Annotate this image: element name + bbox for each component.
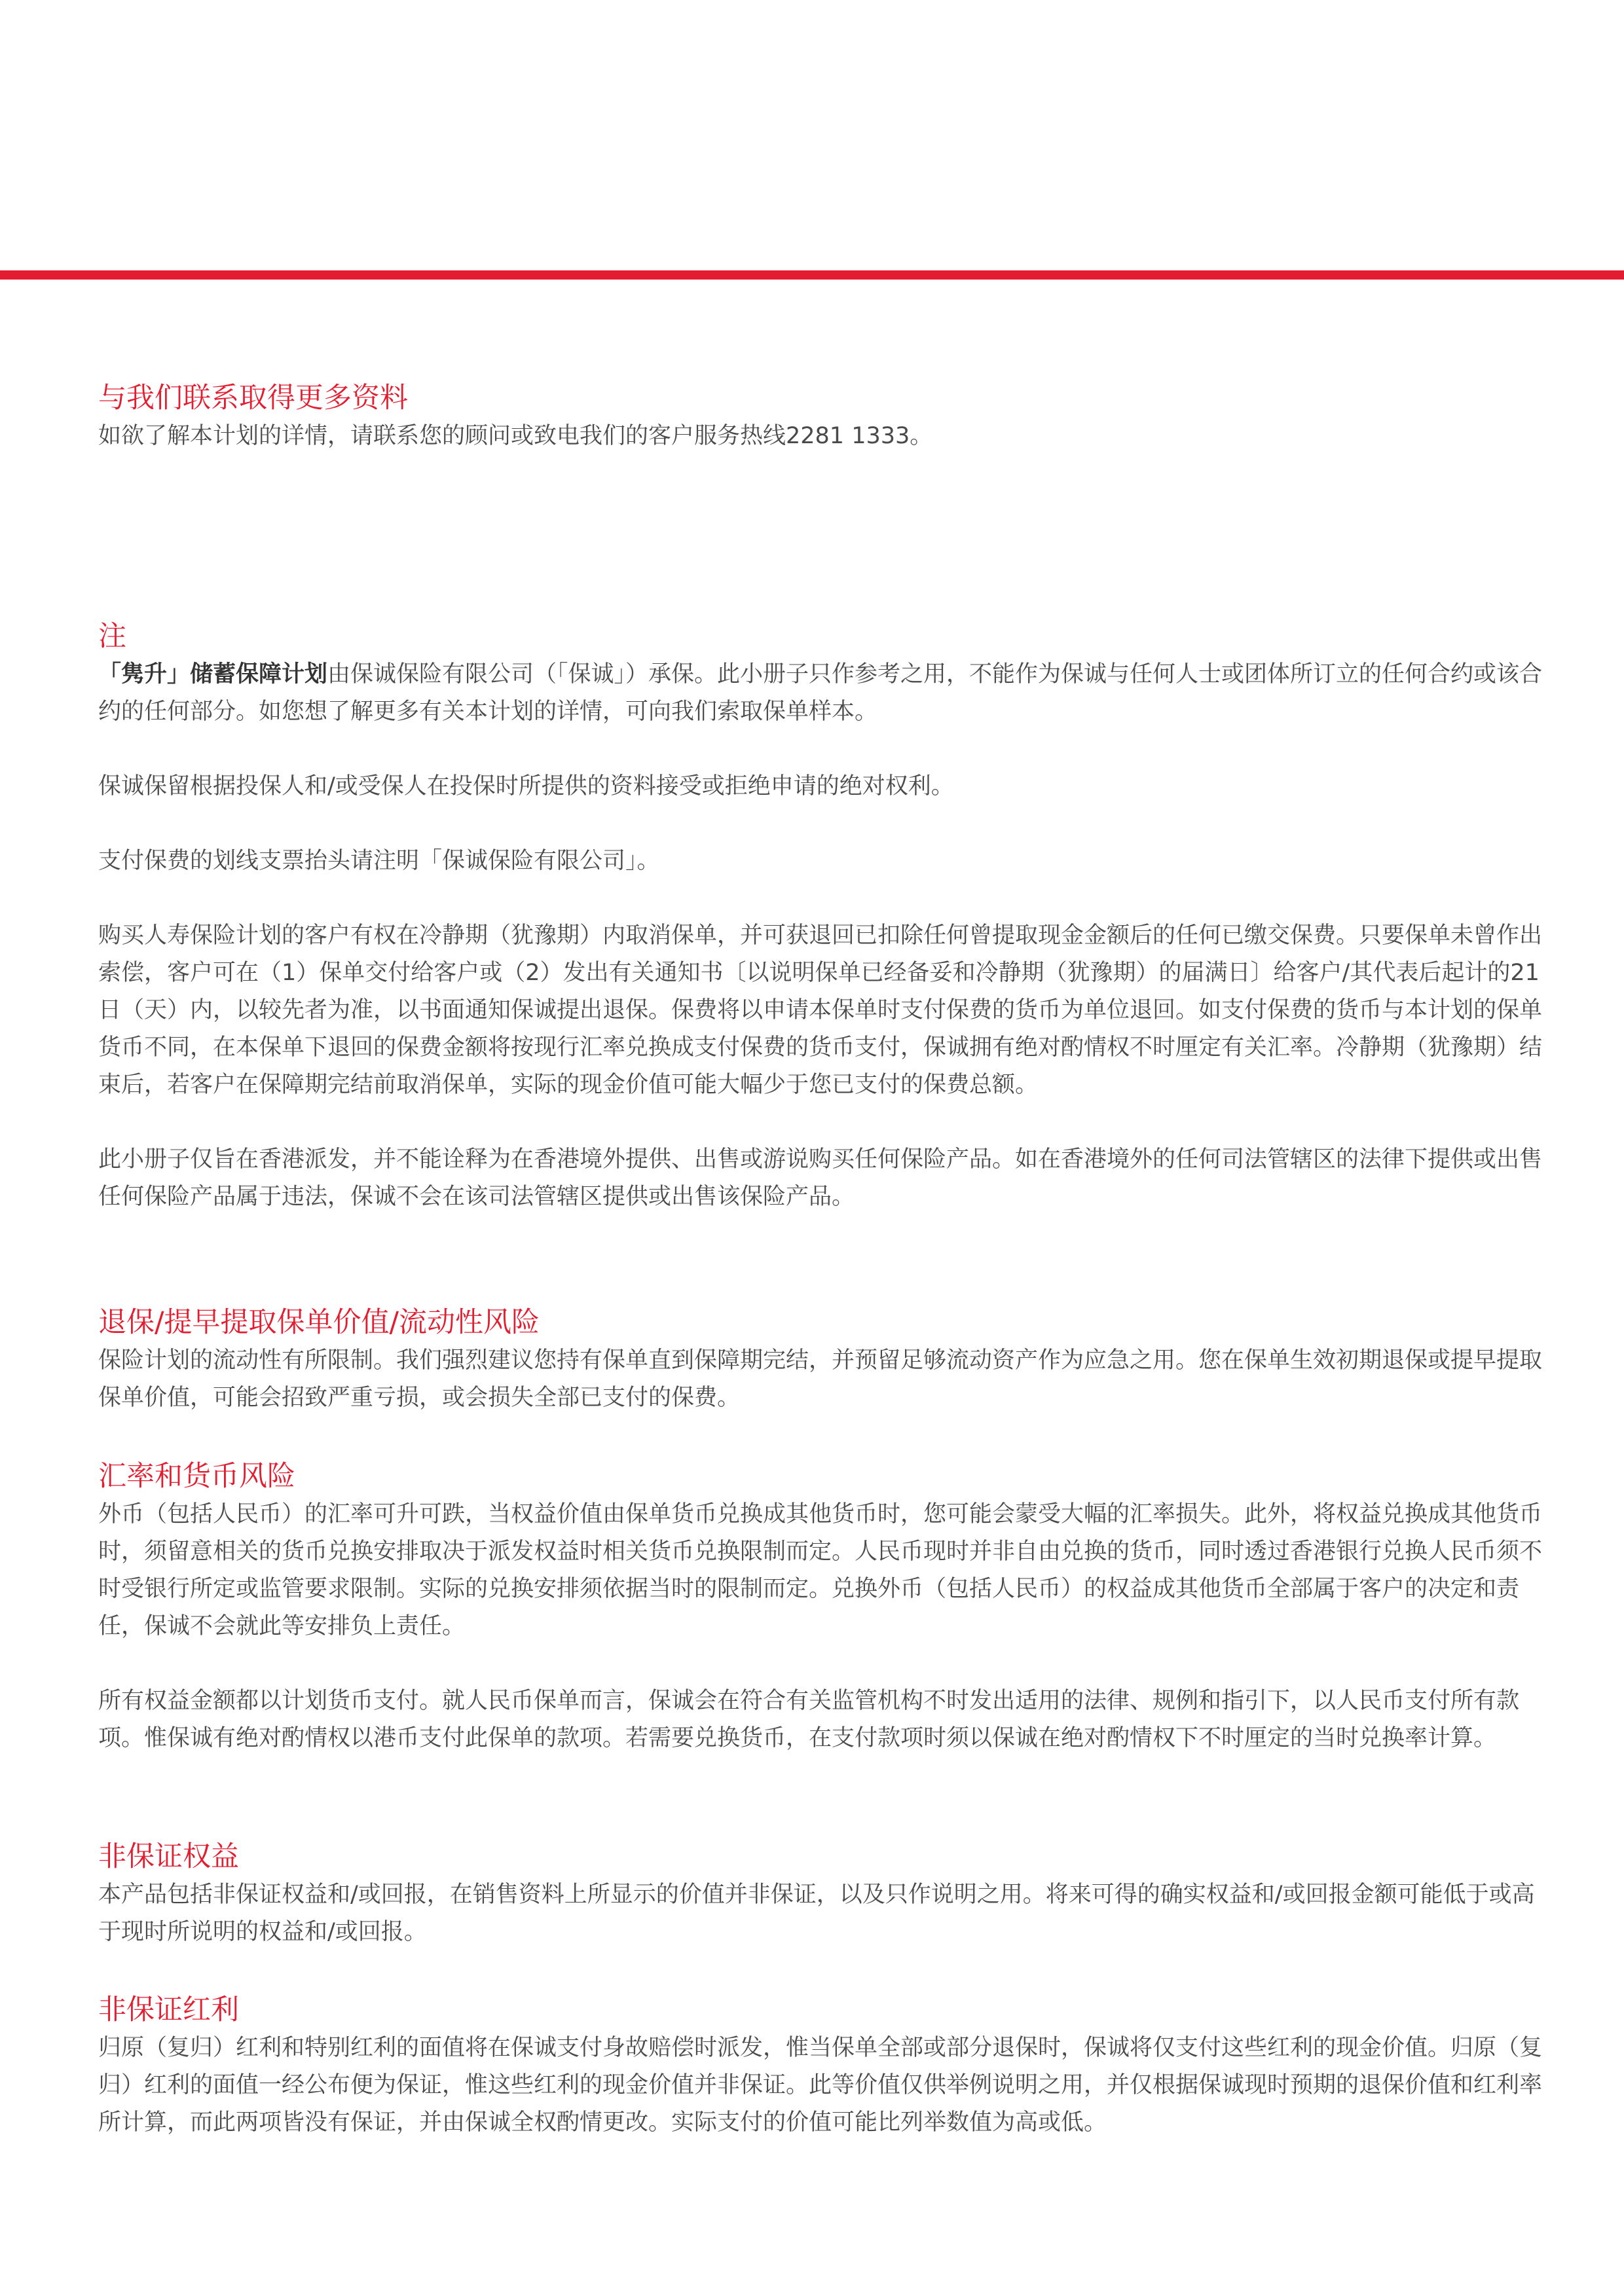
non-guaranteed-bonus-body: 归原（复归）红利和特别红利的面值将在保诚支付身故赔偿时派发，惟当保单全部或部分退保时，保诚将仅支付这些红利的现金价值。归原（复归）红利的面值一经公布便为保证，惟这些红利的现金价值并非保证。此等价值仅供举例说明之用，并仅根据保诚现时预期的退保价值和红利率所计算，而此两项皆没有保证，并由保诚全权酌情更改。实际支付的价值可能比列举数值为高或低。 xyxy=(98,2035,1543,2136)
notes-heading: 注 xyxy=(98,620,126,653)
non-guaranteed-benefits-heading: 非保证权益 xyxy=(98,1840,239,1873)
fx-risk-paragraph-2: 所有权益金额都以计划货币支付。就人民币保单而言，保诚会在符合有关监管机构不时发出适用的法律、规例和指引下，以人民币支付所有款项。惟保诚有绝对酌情权以港币支付此保单的款项。若需要兑换货币，在支付款项时须以保诚在绝对酌情权下不时厘定的当时兑换率计算。 xyxy=(98,1688,1520,1751)
notes-paragraph-1-text: 由保诚保险有限公司（「保诚」）承保。此小册子只作参考之用，不能作为保诚与任何人士或团体所订立的任何合约或该合约的任何部分。如您想了解更多有关本计划的详情，可向我们索取保单样本。 xyxy=(98,661,1543,725)
notes-paragraph-2: 保诚保留根据投保人和/或受保人在投保时所提供的资料接受或拒绝申请的绝对权利。 xyxy=(98,773,954,799)
fx-risk-section xyxy=(98,1457,1545,1757)
fx-risk-paragraph-1: 外币（包括人民币）的汇率可升可跌，当权益价值由保单货币兑换成其他货币时，您可能会蒙受大幅的汇率损失。此外，将权益兑换成其他货币时，须留意相关的货币兑换安排取决于派发权益时相关货币兑换限制而定。人民币现时并非自由兑换的货币，同时透过香港银行兑换人民币须不时受银行所定或监管要求限制。实际的兑换安排须依据当时的限制而定。兑换外币（包括人民币）的权益成其他货币全部属于客户的决定和责任，保诚不会就此等安排负上责任。 xyxy=(98,1501,1543,1639)
contact-heading: 与我们联系取得更多资料 xyxy=(98,382,408,414)
liquidity-risk-heading: 退保/提早提取保单价值/流动性风险 xyxy=(98,1306,540,1339)
contact-section xyxy=(98,378,1545,455)
notes-paragraph-1 xyxy=(98,656,1545,731)
non-guaranteed-benefits-body: 本产品包括非保证权益和/或回报，在销售资料上所显示的价值并非保证，以及只作说明之用。将来可得的确实权益和/或回报金额可能低于或高于现时所说明的权益和/或回报。 xyxy=(98,1882,1535,1945)
liquidity-risk-body: 保险计划的流动性有所限制。我们强烈建议您持有保单直到保障期完结，并预留足够流动资产作为应急之用。您在保单生效初期退保或提早提取保单价值，可能会招致严重亏损，或会损失全部已支付的保费。 xyxy=(98,1347,1543,1411)
non-guaranteed-bonus-heading: 非保证红利 xyxy=(98,1994,239,2026)
notes-paragraph-3: 支付保费的划线支票抬头请注明「保诚保险有限公司」。 xyxy=(98,848,660,874)
non-guaranteed-benefits-section xyxy=(98,1837,1545,1951)
header-red-bar xyxy=(0,270,1624,280)
notes-paragraph-5: 此小册子仅旨在香港派发，并不能诠释为在香港境外提供、出售或游说购买任何保险产品。如在香港境外的任何司法管辖区的法律下提供或出售任何保险产品属于违法，保诚不会在该司法管辖区提供或出售该保险产品。 xyxy=(98,1146,1543,1210)
non-guaranteed-bonus-section xyxy=(98,1990,1545,2141)
product-name: 「隽升」储蓄保障计划 xyxy=(98,661,328,687)
notes-section xyxy=(98,617,1545,1216)
liquidity-risk-section xyxy=(98,1303,1545,1417)
contact-body: 如欲了解本计划的详情，请联系您的顾问或致电我们的客户服务热线2281 1333。 xyxy=(98,423,933,449)
notes-paragraph-4: 购买人寿保险计划的客户有权在冷静期（犹豫期）内取消保单，并可获退回已扣除任何曾提取现金金额后的任何已缴交保费。只要保单未曾作出索偿，客户可在（1）保单交付给客户或（2）发出有关通知书〔以说明保单已经备妥和冷静期（犹豫期）的届满日〕给客户/其代表后起计的21日（天）内，以较先者为准，以书面通知保诚提出退保。保费将以申请本保单时支付保费的货币为单位退回。如支付保费的货币与本计划的保单货币不同，在本保单下退回的保费金额将按现行汇率兑换成支付保费的货币支付，保诚拥有绝对酌情权不时厘定有关汇率。冷静期（犹豫期）结束后，若客户在保障期完结前取消保单，实际的现金价值可能大幅少于您已支付的保费总额。 xyxy=(98,922,1543,1098)
fx-risk-heading: 汇率和货币风险 xyxy=(98,1460,295,1493)
